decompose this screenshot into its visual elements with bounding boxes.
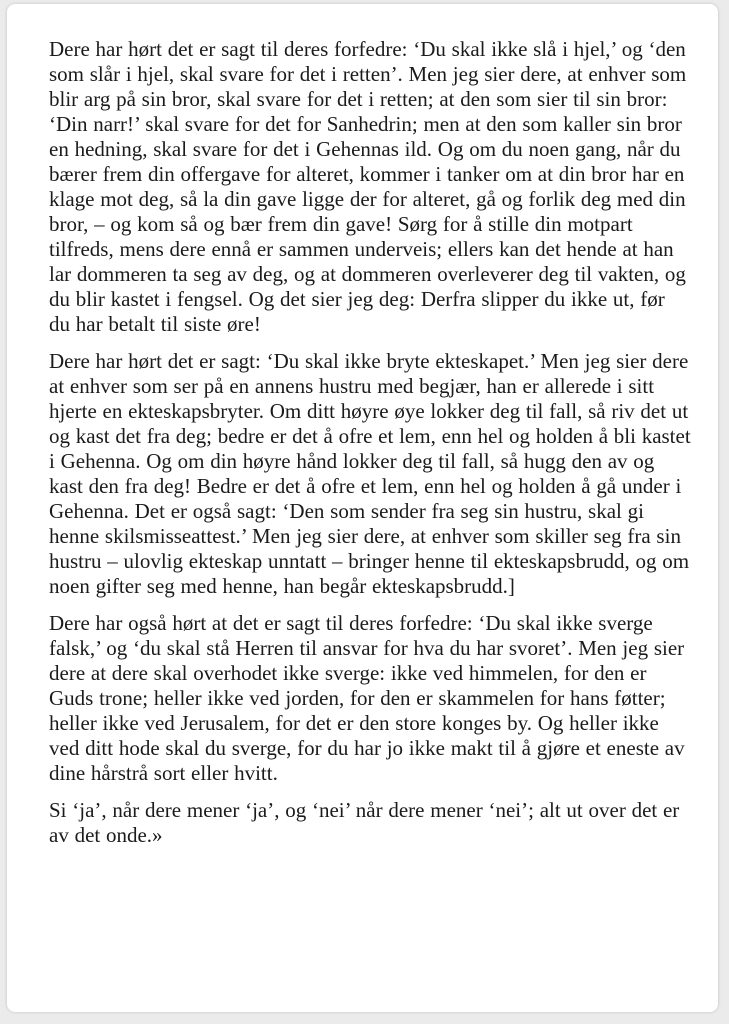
document-page [7, 4, 718, 1012]
paragraph-oaths: Dere har også hørt at det er sagt til deres forfedre: ‘Du skal ikke sverge falsk,’ og ‘du skal stå Herren til ansvar for hva du har svoret’. Men jeg sier dere at dere skal overhodet ikke sverge: ikke ved himmelen, for den er Guds trone; heller ikke ved jorden, for den er skammelen for hans føtter; heller ikke ved Jerusalem, for det er den store konges by. Og heller ikke ved ditt hode skal du sverge, for du har jo ikke makt til å gjøre et eneste av dine hårstrå sort eller hvitt. [49, 611, 685, 785]
page-content [7, 4, 718, 848]
paragraph-adultery: Dere har hørt det er sagt: ‘Du skal ikke bryte ekteskapet.’ Men jeg sier dere at enhver som ser på en annens hustru med begjær, han er allerede i sitt hjerte en ekteskapsbryter. Om ditt høyre øye lokker deg til fall, så riv det ut og kast det fra deg; bedre er det å ofre et lem, enn hel og holden å bli kastet i Gehenna. Og om din høyre hånd lokker deg til fall, så hugg den av og kast den fra deg! Bedre er det å ofre et lem, enn hel og holden å gå under i Gehenna. Det er også sagt: ‘Den som sender fra seg sin hustru, skal gi henne skilsmisseattest.’ Men jeg sier dere, at enhver som skiller seg fra sin hustru – ulovlig ekteskap unntatt – bringer henne til ekteskapsbrudd, og om noen gifter seg med henne, han begår ekteskapsbrudd.] [49, 349, 691, 598]
paragraph-yes-no: Si ‘ja’, når dere mener ‘ja’, og ‘nei’ når dere mener ‘nei’; alt ut over det er av det onde.» [49, 798, 680, 847]
paragraph-murder: Dere har hørt det er sagt til deres forfedre: ‘Du skal ikke slå i hjel,’ og ‘den som slår i hjel, skal svare for det i retten’. Men jeg sier dere, at enhver som blir arg på sin bror, skal svare for det i retten; at den som sier til sin bror: ‘Din narr!’ skal svare for det for Sanhedrin; men at den som kaller sin bror en hedning, skal svare for det i Gehennas ild. Og om du noen gang, når du bærer frem din offergave for alteret, kommer i tanker om at din bror har en klage mot deg, så la din gave ligge der for alteret, gå og forlik deg med din bror, – og kom så og bær frem din gave! Sørg for å stille din motpart tilfreds, mens dere ennå er sammen underveis; ellers kan det hende at han lar dommeren ta seg av deg, og at dommeren overleverer deg til vakten, og du blir kastet i fengsel. Og det sier jeg deg: Derfra slipper du ikke ut, før du har betalt til siste øre! [49, 37, 687, 336]
